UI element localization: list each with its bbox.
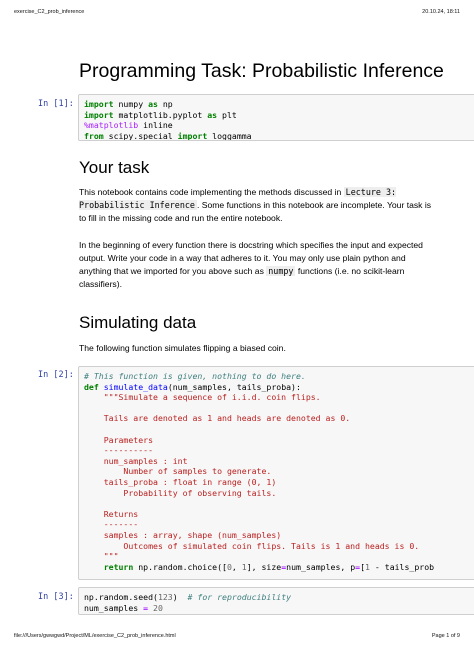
cell-prompt-2: In [2]: [38,370,74,380]
kw: def [84,381,99,392]
print-footer-filepath: file:///Users/gwwgwd/Project/ML/exercise_C2_prob_inference.html [14,633,176,639]
kw: import [84,109,114,120]
code-text: [ [360,561,366,572]
print-footer [14,633,460,643]
code-text: np.random.choice([ [133,561,227,572]
code-text: ) [172,592,188,602]
code-text: ], size [246,561,282,572]
number: 1 [365,561,370,572]
docstring: Number of samples to generate. [84,466,272,477]
code-cell-2-source [84,371,474,572]
docstring: ------- [84,519,139,530]
code-text: , [231,561,242,572]
code-text: np [157,99,173,109]
kw: from [84,130,104,141]
docstring: Returns [84,508,139,519]
your-task-paragraph-2 [79,239,439,291]
text: . Some functions in this notebook are incomplete. Your task is to fill in the missing code and run the entire notebook. [79,200,432,223]
number: 123 [157,592,173,602]
text: This notebook contains code implementing the methods discussed in [79,187,344,197]
print-footer-page-number: Page 1 of 9 [431,633,460,639]
code-text: - tails_prob [369,561,435,572]
text: In the beginning of every function there is docstring which specifies the input and expected output. Write your code in a way that adheres to it. You may only use plain python and anything that we imported for you above such as [79,240,423,276]
number: 1 [241,561,247,572]
docstring: """ [84,551,119,562]
code-text: num_samples, p [286,561,356,572]
code-cell-3[interactable] [78,587,474,615]
cell-prompt-3: In [3]: [38,592,74,602]
comment: # for reproducibility [187,592,292,602]
code-text: np.random.seed( [84,592,158,602]
simulating-data-heading: Simulating data [79,313,197,332]
kw: as [207,109,218,120]
docstring: num_samples : int [84,455,188,466]
print-header-datetime: 20.10.24, 18:11 [422,9,460,15]
code-text: matplotlib.pyplot [113,109,208,120]
operator: = [143,602,149,613]
docstring: tails_proba : float in range (0, 1) [84,476,277,487]
number: 20 [153,602,163,613]
code-text: inline [138,120,173,131]
kw: return [103,561,134,572]
code-text: plt [217,109,237,120]
docstring: """Simulate a sequence of i.i.d. coin flips. [84,392,321,403]
operator: = [281,561,287,572]
code-cell-2[interactable] [78,366,474,580]
number: 0 [226,561,232,572]
kw: as [148,99,158,109]
simulating-data-paragraph: The following function simulates flipping a biased coin. [79,343,286,353]
docstring: Probability of observing tails. [84,487,277,498]
kw: import [177,130,208,141]
magic: %matplotlib [84,120,139,131]
cell-prompt-1: In [1]: [38,99,74,109]
code-cell-1[interactable] [78,94,474,141]
code-cell-1-source [84,99,474,141]
code-cell-3-source [84,592,474,613]
function-name: simulate_data [103,381,168,392]
inline-code: Lecture 3: Probabilistic Inference [79,187,397,210]
docstring: Tails are denoted as 1 and heads are denoted as 0. [84,413,351,424]
code-text: scipy.special [103,130,178,141]
comment: # This function is given, nothing to do here. [84,371,306,381]
your-task-heading: Your task [79,158,150,177]
docstring: Outcomes of simulated coin flips. Tails is 1 and heads is 0. [84,540,420,551]
print-header-filename: exercise_C2_prob_inference [14,9,85,15]
inline-code: numpy [268,266,294,276]
page-title: Programming Task: Probabilistic Inference [79,60,444,82]
text: functions (i.e. no scikit-learn classifiers). [79,266,405,289]
docstring: Parameters [84,434,154,445]
code-text: num_samples [84,602,144,613]
kw: import [84,99,114,109]
code-text: (num_samples, tails_proba): [167,381,301,392]
docstring: ---------- [84,445,154,456]
code-text: loggamma [207,130,252,141]
docstring: samples : array, shape (num_samples) [84,529,282,540]
print-header [14,9,460,19]
code-text: numpy [113,99,149,109]
your-task-paragraph-1 [79,186,439,225]
operator: = [355,561,361,572]
